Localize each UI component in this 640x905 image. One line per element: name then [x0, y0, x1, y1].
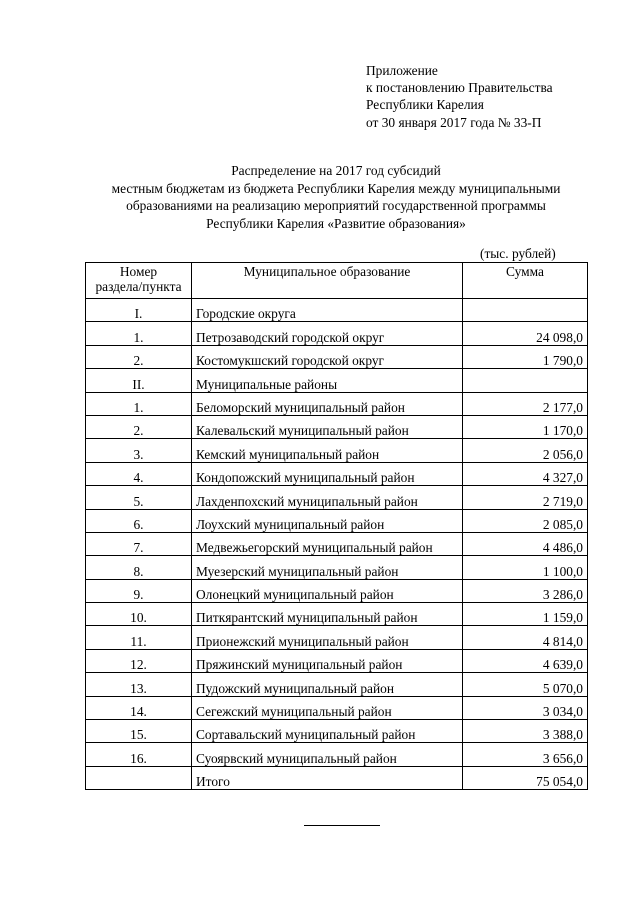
- document-title: [86, 162, 586, 232]
- subsidy-table: [85, 262, 588, 790]
- appendix-line: Приложение: [366, 63, 438, 78]
- units-label: (тыс. рублей): [480, 246, 556, 261]
- row-number: 2.: [86, 415, 192, 438]
- row-municipality: Олонецкий муниципальный район: [192, 579, 463, 602]
- row-sum: 4 486,0: [463, 532, 588, 555]
- table-row: [86, 439, 588, 462]
- table-row: [86, 322, 588, 345]
- row-municipality: Сегежский муниципальный район: [192, 696, 463, 719]
- row-number: 11.: [86, 626, 192, 649]
- table-row: [86, 579, 588, 602]
- row-sum: 3 286,0: [463, 579, 588, 602]
- row-municipality: Костомукшский городской округ: [192, 345, 463, 368]
- row-number: 7.: [86, 532, 192, 555]
- row-number: 15.: [86, 720, 192, 743]
- row-sum: 75 054,0: [463, 766, 588, 789]
- row-number: 1.: [86, 392, 192, 415]
- row-number: I.: [86, 299, 192, 322]
- table-row: [86, 696, 588, 719]
- row-municipality: Кемский муниципальный район: [192, 439, 463, 462]
- title-line: местным бюджетам из бюджета Республики Карелия между муниципальными: [111, 180, 561, 196]
- row-municipality: Пудожский муниципальный район: [192, 673, 463, 696]
- table-row: [86, 392, 588, 415]
- table-row: [86, 626, 588, 649]
- table-row: [86, 345, 588, 368]
- row-sum: 3 034,0: [463, 696, 588, 719]
- appendix-block: [366, 62, 553, 131]
- header-sum: Сумма: [463, 263, 588, 299]
- table-row: [86, 532, 588, 555]
- row-sum: 5 070,0: [463, 673, 588, 696]
- row-municipality: Питкярантский муниципальный район: [192, 603, 463, 626]
- row-sum: 1 100,0: [463, 556, 588, 579]
- row-municipality: Лоухский муниципальный район: [192, 509, 463, 532]
- row-sum: 3 388,0: [463, 720, 588, 743]
- row-sum: 2 056,0: [463, 439, 588, 462]
- row-number: 16.: [86, 743, 192, 766]
- row-municipality: Суоярвский муниципальный район: [192, 743, 463, 766]
- row-municipality: Итого: [192, 766, 463, 789]
- table-row: [86, 743, 588, 766]
- row-number: [86, 766, 192, 789]
- row-municipality: Кондопожский муниципальный район: [192, 462, 463, 485]
- end-divider: [304, 825, 380, 826]
- table-row: [86, 766, 588, 789]
- row-number: 13.: [86, 673, 192, 696]
- row-municipality: Городские округа: [192, 299, 463, 322]
- row-sum: 1 790,0: [463, 345, 588, 368]
- header-number: [86, 263, 192, 299]
- row-number: II.: [86, 369, 192, 392]
- row-number: 9.: [86, 579, 192, 602]
- row-sum: [463, 369, 588, 392]
- row-municipality: Лахденпохский муниципальный район: [192, 486, 463, 509]
- row-municipality: Муниципальные районы: [192, 369, 463, 392]
- table-row: [86, 462, 588, 485]
- row-number: 2.: [86, 345, 192, 368]
- row-municipality: Сортавальский муниципальный район: [192, 720, 463, 743]
- row-number: 12.: [86, 649, 192, 672]
- appendix-line: Республики Карелия: [366, 97, 484, 113]
- row-sum: 2 719,0: [463, 486, 588, 509]
- row-number: 10.: [86, 603, 192, 626]
- row-sum: 1 170,0: [463, 415, 588, 438]
- table-row: [86, 486, 588, 509]
- row-number: 3.: [86, 439, 192, 462]
- row-sum: 1 159,0: [463, 603, 588, 626]
- table-row: [86, 415, 588, 438]
- table-body: [86, 299, 588, 790]
- row-sum: 2 085,0: [463, 509, 588, 532]
- table-row: [86, 603, 588, 626]
- row-municipality: Пряжинский муниципальный район: [192, 649, 463, 672]
- row-number: 14.: [86, 696, 192, 719]
- header-number-line1: Номер: [119, 264, 158, 279]
- row-sum: 4 814,0: [463, 626, 588, 649]
- table-row: [86, 556, 588, 579]
- table-row: [86, 509, 588, 532]
- row-number: 1.: [86, 322, 192, 345]
- appendix-line: к постановлению Правительства: [366, 80, 553, 96]
- row-sum: 4 327,0: [463, 462, 588, 485]
- row-municipality: Медвежьегорский муниципальный район: [192, 532, 463, 555]
- row-municipality: Прионежский муниципальный район: [192, 626, 463, 649]
- row-number: 8.: [86, 556, 192, 579]
- row-sum: 24 098,0: [463, 322, 588, 345]
- appendix-line: от 30 января 2017 года № 33-П: [366, 114, 542, 130]
- row-number: 6.: [86, 509, 192, 532]
- row-municipality: Беломорский муниципальный район: [192, 392, 463, 415]
- table-row: [86, 720, 588, 743]
- header-municipality: Муниципальное образование: [192, 263, 463, 299]
- row-municipality: Муезерский муниципальный район: [192, 556, 463, 579]
- row-sum: 4 639,0: [463, 649, 588, 672]
- row-municipality: Петрозаводский городской округ: [192, 322, 463, 345]
- row-sum: 3 656,0: [463, 743, 588, 766]
- title-line: образованиями на реализацию мероприятий государственной программы: [126, 198, 546, 214]
- table-row: [86, 649, 588, 672]
- row-number: 4.: [86, 462, 192, 485]
- table-row: [86, 673, 588, 696]
- row-number: 5.: [86, 486, 192, 509]
- row-sum: [463, 299, 588, 322]
- table-row: [86, 369, 588, 392]
- row-municipality: Калевальский муниципальный район: [192, 415, 463, 438]
- table-header-row: [86, 263, 588, 299]
- row-sum: 2 177,0: [463, 392, 588, 415]
- title-line: Распределение на 2017 год субсидий: [231, 163, 441, 178]
- title-line: Республики Карелия «Развитие образования»: [206, 215, 466, 231]
- table-row: [86, 299, 588, 322]
- header-number-line2: раздела/пункта: [95, 279, 182, 294]
